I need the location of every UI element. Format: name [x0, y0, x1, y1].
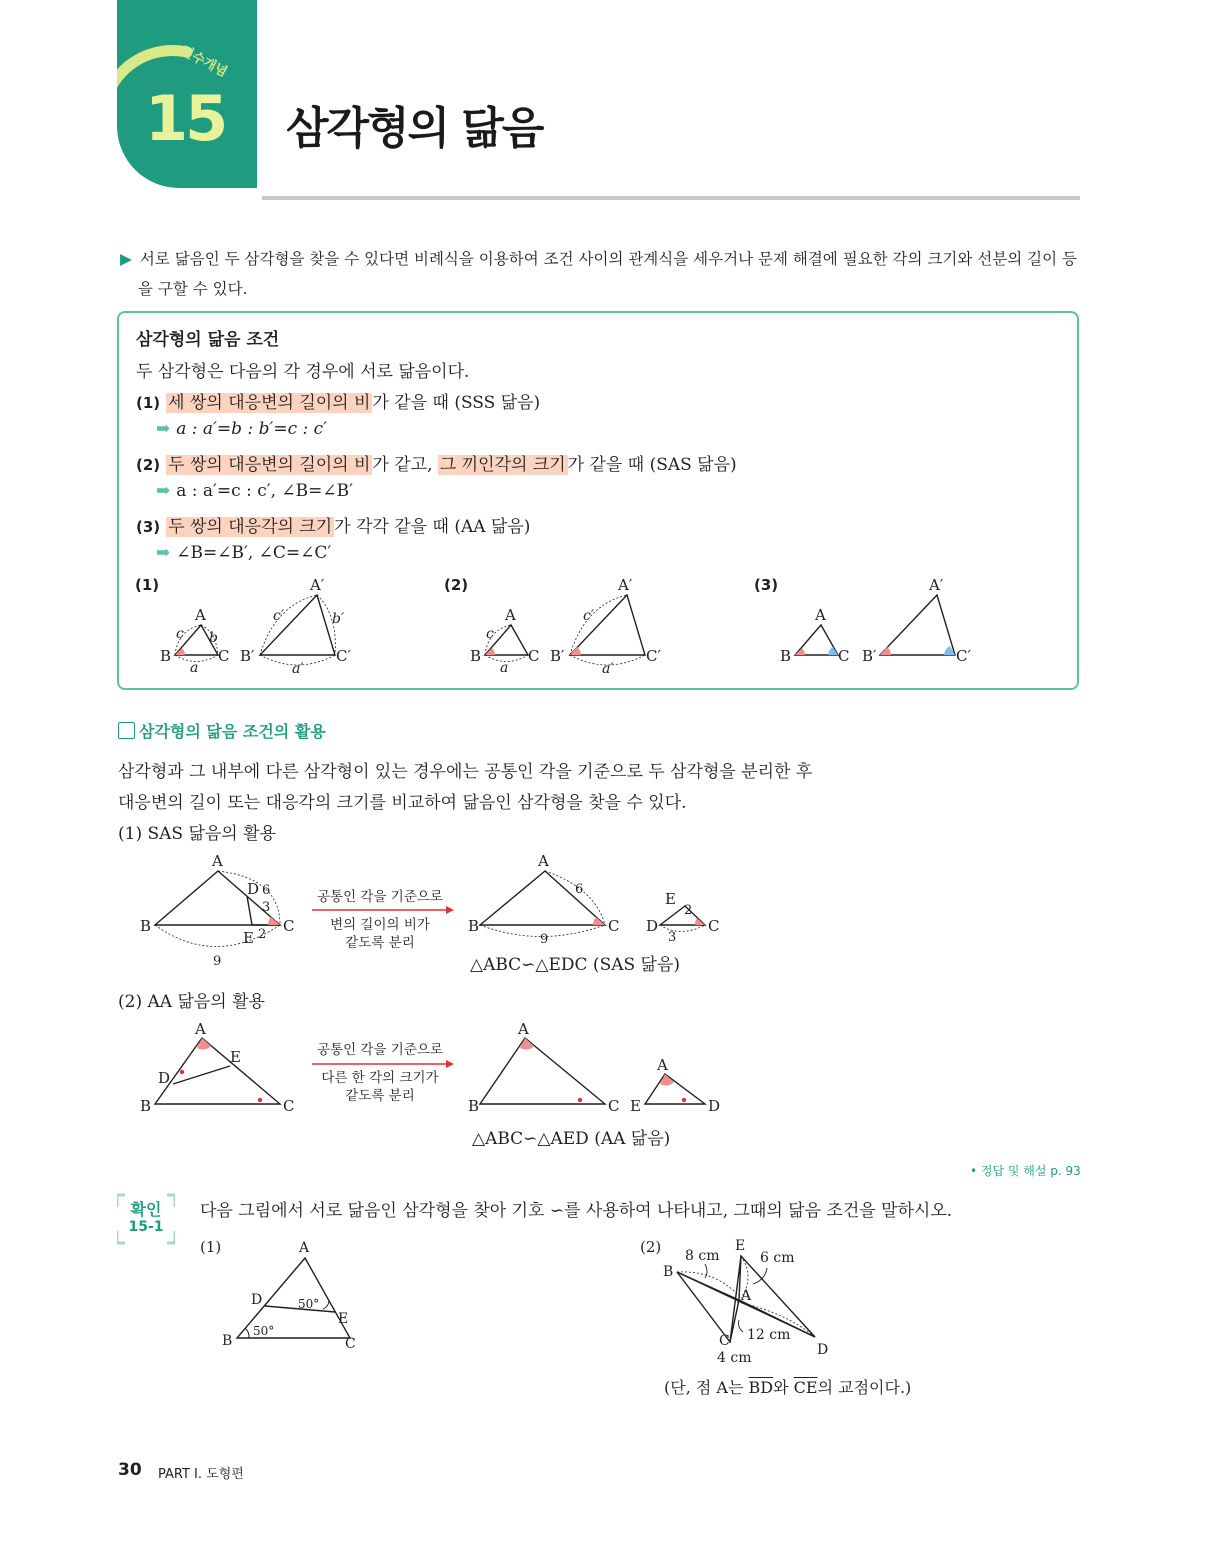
svg-text:B′: B′: [240, 647, 255, 665]
svg-text:A′: A′: [618, 576, 633, 594]
problem-label-2: (2): [640, 1238, 662, 1256]
svg-text:B: B: [160, 647, 172, 665]
svg-text:B: B: [663, 1264, 674, 1280]
section-paragraph-1: 삼각형과 그 내부에 다른 삼각형이 있는 경우에는 공통인 각을 기준으로 두 삼각형을 분리한 후: [118, 762, 813, 782]
check-badge-word: 확인: [130, 1200, 162, 1219]
svg-text:b′: b′: [332, 611, 345, 627]
svg-text:9: 9: [213, 954, 222, 968]
svg-text:C: C: [608, 1097, 620, 1115]
problem-2-figure: [655, 1232, 835, 1372]
svg-text:3: 3: [668, 930, 677, 945]
svg-text:B′: B′: [550, 647, 565, 665]
svg-text:C: C: [283, 917, 295, 935]
svg-text:2: 2: [684, 903, 693, 918]
answer-reference: • 정답 및 해설 p. 93: [970, 1164, 1081, 1178]
svg-text:a′: a′: [292, 661, 304, 677]
svg-text:A′: A′: [310, 576, 325, 594]
problem-label-1: (1): [200, 1238, 222, 1256]
svg-text:a: a: [190, 660, 199, 676]
svg-text:B′: B′: [862, 647, 877, 665]
svg-text:B: B: [470, 647, 482, 665]
svg-text:A: A: [815, 606, 826, 624]
svg-text:C: C: [345, 1336, 356, 1352]
svg-text:b: b: [209, 630, 218, 646]
concept-title: 삼각형의 닮음 조건: [136, 330, 280, 350]
section-heading: 삼각형의 닮음 조건의 활용: [118, 719, 326, 742]
svg-text:A: A: [212, 852, 223, 870]
svg-text:E: E: [230, 1048, 241, 1066]
concept-lead: 두 삼각형은 다음의 각 경우에 서로 닮음이다.: [136, 362, 470, 382]
svg-text:D: D: [247, 880, 260, 898]
svg-text:C′: C′: [956, 647, 971, 665]
svg-text:D: D: [817, 1342, 829, 1358]
svg-text:A: A: [741, 1288, 752, 1304]
svg-text:B: B: [140, 1097, 152, 1115]
svg-text:A: A: [518, 1020, 529, 1038]
svg-text:C′: C′: [336, 647, 351, 665]
badge-label: 필수개념: [178, 43, 230, 81]
svg-text:C: C: [708, 917, 720, 935]
check-badge: [117, 1191, 175, 1247]
subsection-aa: (2) AA 닮음의 활용: [118, 992, 265, 1012]
svg-text:D: D: [251, 1292, 263, 1308]
svg-text:c: c: [486, 626, 494, 642]
svg-text:E: E: [338, 1311, 349, 1327]
intro-text: 서로 닮음인 두 삼각형을 찾을 수 있다면 비례식을 이용하여 조건 사이의 관계식을 세우거나 문제 해결에 필요한 각의 크기와 선분의 길이 등을 구할 수 있다.: [138, 250, 1077, 298]
svg-text:B: B: [468, 917, 480, 935]
svg-text:B: B: [140, 917, 152, 935]
svg-text:B: B: [780, 647, 792, 665]
svg-text:12 cm: 12 cm: [747, 1327, 791, 1343]
svg-text:E: E: [243, 929, 254, 947]
page-number: 30: [118, 1460, 142, 1480]
svg-text:C: C: [218, 647, 230, 665]
svg-text:D: D: [158, 1069, 171, 1087]
svg-text:6: 6: [575, 882, 584, 897]
title-rule: [262, 196, 1080, 200]
condition-aa: (3) 두 쌍의 대응각의 크기 가 각각 같을 때 (AA 닮음): [136, 517, 531, 537]
svg-text:E: E: [665, 890, 676, 908]
svg-text:C: C: [283, 1097, 295, 1115]
svg-text:B: B: [222, 1333, 233, 1349]
condition-sss: (1) 세 쌍의 대응변의 길이의 비 가 같을 때 (SSS 닮음): [136, 393, 541, 413]
arrow-icon: ➡: [156, 481, 171, 501]
intro: [120, 244, 1082, 304]
svg-text:D: D: [646, 917, 659, 935]
problem-1-figure: [215, 1232, 375, 1357]
svg-text:A: A: [538, 852, 549, 870]
formula-sas: ➡ a : a′=c : c′, ∠B=∠B′: [156, 481, 353, 501]
svg-text:6: 6: [262, 883, 271, 898]
segment-bd: $\overline{BD}$: [748, 1378, 774, 1397]
svg-text:D: D: [708, 1097, 721, 1115]
aa-arrow-bottom-2: 같도록 분리: [345, 1088, 415, 1104]
sas-arrow-bottom-2: 같도록 분리: [345, 935, 415, 951]
figure-label-1: (1): [135, 576, 160, 594]
svg-text:B: B: [468, 1097, 480, 1115]
svg-text:E: E: [735, 1238, 746, 1254]
sas-caption: △ABC∽△EDC (SAS 닮음): [470, 955, 681, 975]
svg-text:9: 9: [540, 932, 549, 947]
chapter-number: 15: [145, 82, 226, 155]
svg-text:a′: a′: [602, 661, 614, 677]
svg-text:A: A: [299, 1240, 310, 1256]
arrow-icon: ➡: [156, 543, 171, 563]
sas-arrow-top: 공통인 각을 기준으로: [317, 889, 443, 905]
svg-text:A: A: [657, 1056, 668, 1074]
aa-caption: △ABC∽△AED (AA 닮음): [472, 1129, 671, 1149]
concept-figures: [140, 570, 1070, 682]
svg-text:A: A: [505, 606, 516, 624]
svg-text:E: E: [630, 1097, 641, 1115]
svg-text:A′: A′: [929, 576, 944, 594]
formula-sss: ➡ a : a′=b : b′=c : c′: [156, 419, 328, 439]
svg-text:8 cm: 8 cm: [685, 1248, 720, 1264]
page-title: 삼각형의 닮음: [286, 103, 543, 154]
segment-ce: $\overline{CE}$: [793, 1378, 818, 1397]
subsection-sas: (1) SAS 닮음의 활용: [118, 824, 276, 844]
svg-text:C: C: [608, 917, 620, 935]
sas-arrow-bottom-1: 변의 길이의 비가: [330, 917, 430, 933]
svg-text:3: 3: [262, 900, 271, 915]
svg-text:A: A: [195, 606, 206, 624]
check-badge-number: 15-1: [128, 1219, 164, 1235]
svg-text:C: C: [528, 647, 540, 665]
check-question: 다음 그림에서 서로 닮음인 삼각형을 찾아 기호 ∽를 사용하여 나타내고, 그때의 닮음 조건을 말하시오.: [200, 1201, 953, 1221]
svg-text:c′: c′: [273, 608, 285, 624]
formula-aa: ➡ ∠B=∠B′, ∠C=∠C′: [156, 543, 332, 563]
svg-text:6 cm: 6 cm: [760, 1250, 795, 1266]
svg-text:c′: c′: [583, 608, 595, 624]
svg-text:50°: 50°: [253, 1324, 275, 1338]
magnifier-doc-icon: [118, 722, 135, 739]
svg-text:c: c: [176, 626, 184, 642]
arrow-icon: ➡: [156, 419, 171, 439]
part-label: PART Ⅰ. 도형편: [158, 1467, 244, 1482]
svg-text:50°: 50°: [298, 1297, 320, 1311]
figure-label-2: (2): [444, 576, 469, 594]
aa-arrow-top: 공통인 각을 기준으로: [317, 1042, 443, 1058]
figure-label-3: (3): [754, 576, 779, 594]
svg-text:A: A: [195, 1020, 206, 1038]
svg-text:C: C: [719, 1333, 730, 1349]
svg-text:a: a: [500, 660, 509, 676]
problem-note: (단, 점 A는 $\overline{BD}$와 $\overline{CE}$의 교점이다.): [664, 1378, 912, 1397]
svg-text:C: C: [838, 647, 850, 665]
svg-text:2: 2: [258, 927, 267, 942]
triangle-bullet-icon: ▶: [120, 250, 132, 268]
section-paragraph-2: 대응변의 길이 또는 대응각의 크기를 비교하여 닮음인 삼각형을 찾을 수 있다.: [118, 793, 687, 813]
svg-text:4 cm: 4 cm: [717, 1350, 752, 1366]
aa-arrow-bottom-1: 다른 한 각의 크기가: [321, 1070, 439, 1086]
condition-sas: (2) 두 쌍의 대응변의 길이의 비 가 같고, 그 끼인각의 크기 가 같을 때 (SAS 닮음): [136, 455, 737, 475]
svg-text:C′: C′: [646, 647, 661, 665]
